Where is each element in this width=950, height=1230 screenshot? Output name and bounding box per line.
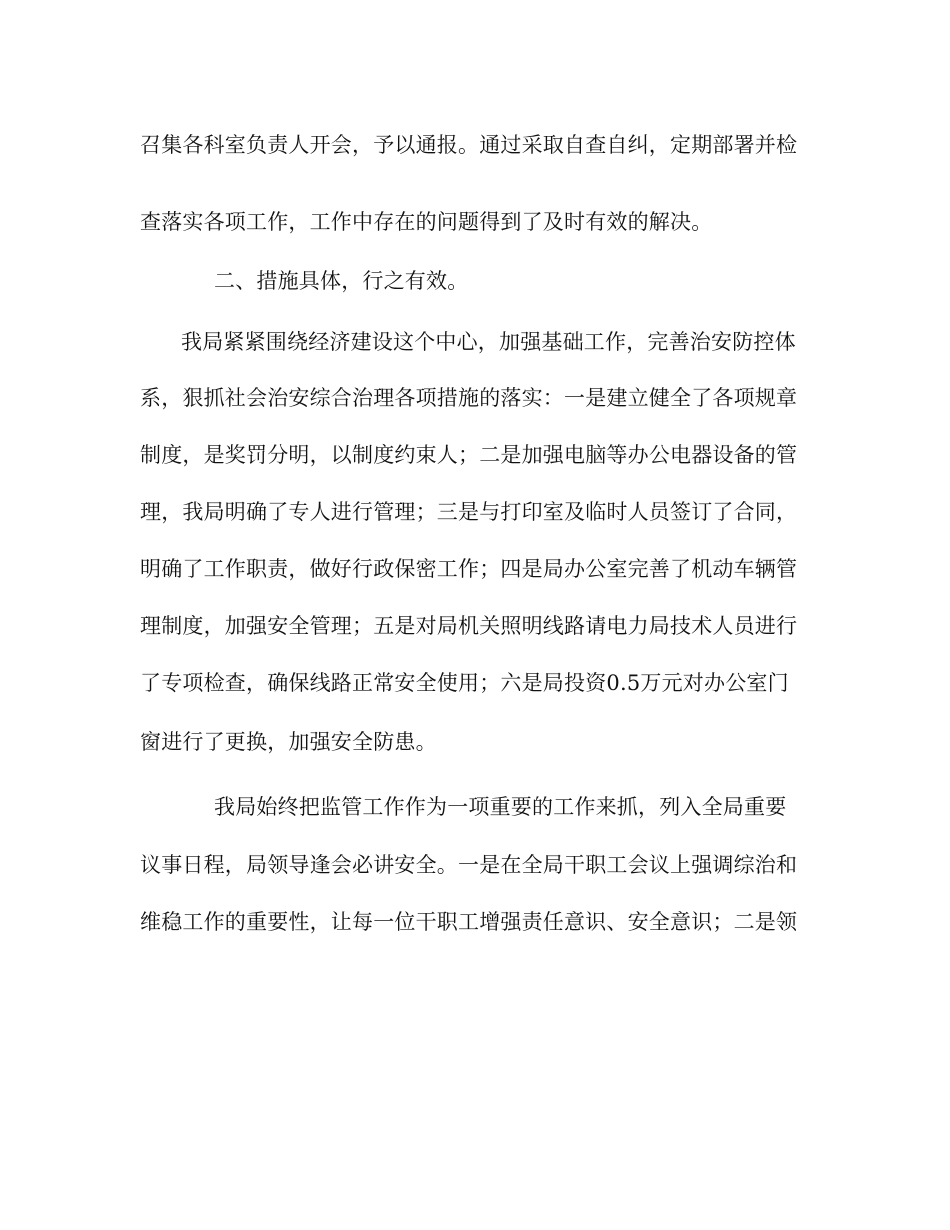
paragraph-line: 理制度，加强安全管理；五是对局机关照明线路请电力局技术人员进行	[140, 614, 798, 638]
paragraph-line: 系，狠抓社会治安综合治理各项措施的落实：一是建立健全了各项规章	[140, 386, 798, 410]
paragraph-line: 理，我局明确了专人进行管理；三是与打印室及临时人员签订了合同，	[140, 500, 798, 524]
section-heading: 二、措施具体，行之有效。	[214, 269, 469, 293]
paragraph-line: 查落实各项工作，工作中存在的问题得到了及时有效的解决。	[140, 210, 713, 234]
paragraph-line: 明确了工作职责，做好行政保密工作；四是局办公室完善了机动车辆管	[140, 557, 798, 581]
paragraph-line: 议事日程，局领导逢会必讲安全。一是在全局干职工会议上强调综治和	[140, 853, 798, 877]
paragraph-line: 维稳工作的重要性，让每一位干职工增强责任意识、安全意识；二是领	[140, 910, 798, 934]
paragraph-line: 我局始终把监管工作作为一项重要的工作来抓，列入全局重要	[214, 795, 787, 819]
paragraph-line: 了专项检查，确保线路正常安全使用；六是局投资0.5万元对办公室门	[140, 671, 789, 695]
paragraph-line: 制度，是奖罚分明，以制度约束人；二是加强电脑等办公电器设备的管	[140, 443, 798, 467]
paragraph-line: 窗进行了更换，加强安全防患。	[140, 730, 437, 754]
paragraph-line: 我局紧紧围绕经济建设这个中心，加强基础工作，完善治安防控体	[181, 330, 796, 354]
paragraph-line: 召集各科室负责人开会，予以通报。通过采取自查自纠，定期部署并检	[140, 133, 798, 157]
